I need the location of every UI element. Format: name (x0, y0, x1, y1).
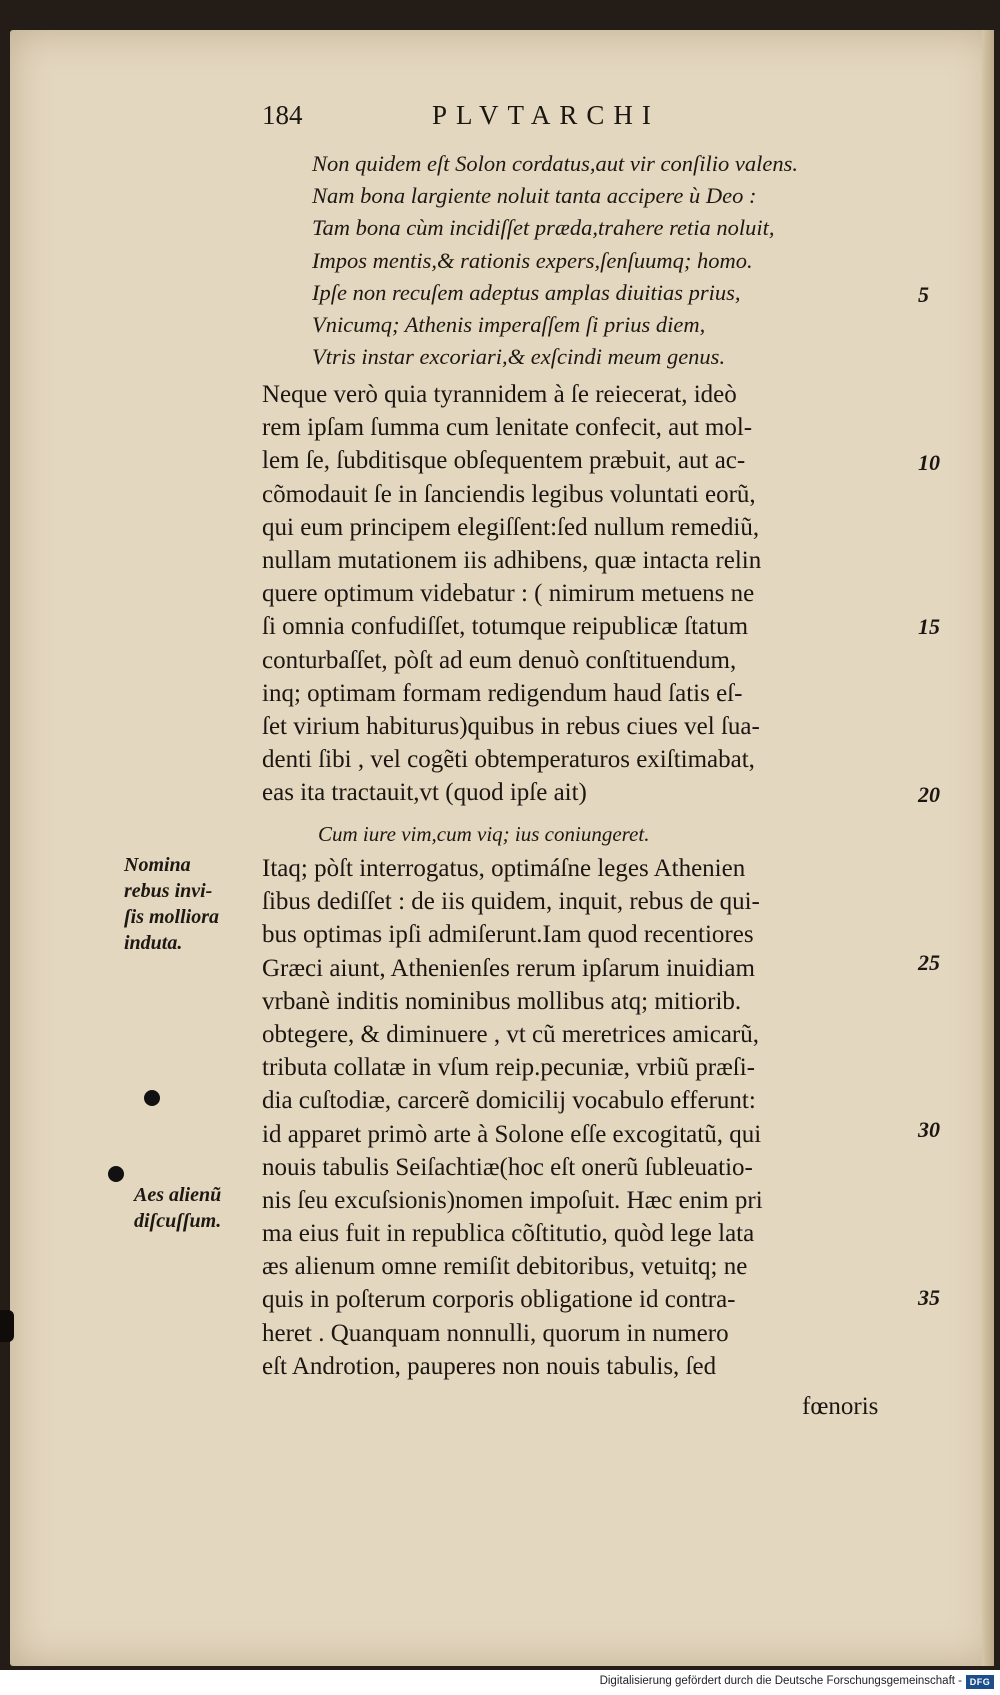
text-line: denti ſibi , vel cogẽti obtemperaturos exiſtimabat, (262, 746, 755, 774)
verse-line: Ipſe non recuſem adeptus amplas diuitias prius, (312, 279, 741, 305)
page-edge-tab (0, 1310, 14, 1342)
text-line: nullam mutationem iis adhibens, quæ intacta relin (262, 546, 762, 574)
marginal-line: Nomina (124, 854, 191, 876)
text-line: quere optimum videbatur : ( nimirum metuens ne (262, 580, 755, 608)
text-line: heret . Quanquam nonnulli, quorum in numero (262, 1319, 729, 1347)
text-line: Græci aiunt, Athenienſes rerum ipſarum inuidiam (262, 954, 755, 982)
marginal-line: ſis molliora (124, 906, 220, 928)
catchword: fœnoris (802, 1393, 879, 1420)
line-number: 30 (918, 1117, 940, 1142)
text-line: ſibus dediſſet : de iis quidem, inquit, rebus de qui- (262, 888, 760, 916)
verse-line: Impos mentis,& rationis expers,ſenſuumq; homo. (312, 247, 753, 273)
ink-dot-marker (144, 1090, 160, 1106)
page-number: 184 (262, 100, 303, 130)
text-line: ſet virium habiturus)quibus in rebus ciues vel ſua- (262, 712, 760, 740)
text-line: qui eum principem elegiſſent:ſed nullum remediũ, (262, 513, 760, 541)
line-number: 20 (918, 782, 940, 807)
text-line: æs alienum omne remiſit debitoribus, vetuitq; ne (262, 1253, 748, 1281)
text-line: conturbaſſet, pòſt ad eum denuò conſtituendum, (262, 646, 737, 674)
text-line: bus optimas ipſi admiſerunt.Iam quod recentiores (262, 921, 754, 949)
running-head: PLVTARCHI (432, 100, 660, 130)
text-line: dia cuſtodiæ, carcerẽ domicilij vocabulo efferunt: (262, 1087, 756, 1115)
marginal-line: diſcuſſum. (134, 1210, 222, 1232)
footer-credit: Digitalisierung gefördert durch die Deutsche Forschungsgemeinschaft - (599, 1675, 962, 1687)
text-line: quis in poſterum corporis obligatione id contra- (262, 1286, 736, 1314)
text-line: inq; optimam formam redigendum haud ſatis eſ- (262, 679, 743, 707)
marginal-line: rebus invi- (124, 880, 213, 902)
verse-line: Nam bona largiente noluit tanta accipere ù Deo : (312, 183, 757, 209)
text-line: tributa collatæ in vſum reip.pecuniæ, vrbiũ præſi- (262, 1054, 755, 1082)
dfg-logo: DFG (966, 1675, 994, 1689)
text-line: nis ſeu excuſsionis)nomen impoſuit. Hæc enim pri (262, 1186, 763, 1214)
verse-block (312, 148, 912, 373)
text-line: Neque verò quia tyrannidem à ſe reiecerat, ideò (262, 381, 737, 408)
marginal-note-aes-alienum (134, 1182, 221, 1234)
text-line: cõmodauit ſe in ſanciendis legibus voluntati eorũ, (262, 480, 756, 508)
digitization-footer (0, 1670, 1000, 1695)
verse-line: Vtris instar excoriari,& exſcindi meum genus. (312, 344, 726, 370)
marginal-note-nomina (124, 852, 219, 956)
body-text-part-2 (262, 852, 912, 1383)
text-line: id apparet primò arte à Solone eſſe excogitatũ, qui (262, 1120, 762, 1148)
text-line: rem ipſam ſumma cum lenitate confecit, aut mol- (262, 414, 753, 442)
page-header (262, 100, 782, 140)
text-line: ma eius fuit in republica cõſtitutio, quòd lege lata (262, 1220, 755, 1248)
ink-dot-marker (108, 1166, 124, 1182)
line-number: 10 (918, 450, 940, 475)
line-number: 15 (918, 614, 940, 639)
text-line: nouis tabulis Seiſachtiæ(hoc eſt onerũ ſubleuatio- (262, 1153, 753, 1181)
line-number: 25 (918, 950, 940, 975)
text-line: eſt Androtion, pauperes non nouis tabulis, ſed (262, 1352, 717, 1380)
text-line: Itaq; pòſt interrogatus, optimáſne leges Athenien (262, 855, 746, 882)
body-text-part-1 (262, 378, 912, 809)
verse-line: Vnicumq; Athenis imperaſſem ſi prius diem, (312, 311, 706, 337)
verse-line: Tam bona cùm incidiſſet præda,trahere retia noluit, (312, 215, 775, 241)
page-edge (982, 30, 994, 1666)
text-line: eas ita tractauit,vt (quod ipſe ait) (262, 779, 587, 807)
marginal-line: Aes alienũ (134, 1184, 222, 1206)
verse-line: Non quidem eſt Solon cordatus,aut vir conſilio valens. (312, 151, 798, 176)
text-line: obtegere, & diminuere , vt cũ meretrices amicarũ, (262, 1020, 760, 1048)
marginal-line: induta. (124, 932, 183, 954)
line-number: 35 (918, 1285, 940, 1310)
quoted-verse: Cum iure vim,cum viq; ius coniungeret. (318, 822, 650, 846)
text-line: ſi omnia confudiſſet, totumque reipublicæ ſtatum (262, 613, 749, 641)
text-line: vrbanè inditis nominibus mollibus atq; mitiorib. (262, 987, 742, 1015)
text-line: lem ſe, ſubditisque obſequentem præbuit, aut ac- (262, 447, 746, 475)
line-number: 5 (918, 282, 929, 307)
